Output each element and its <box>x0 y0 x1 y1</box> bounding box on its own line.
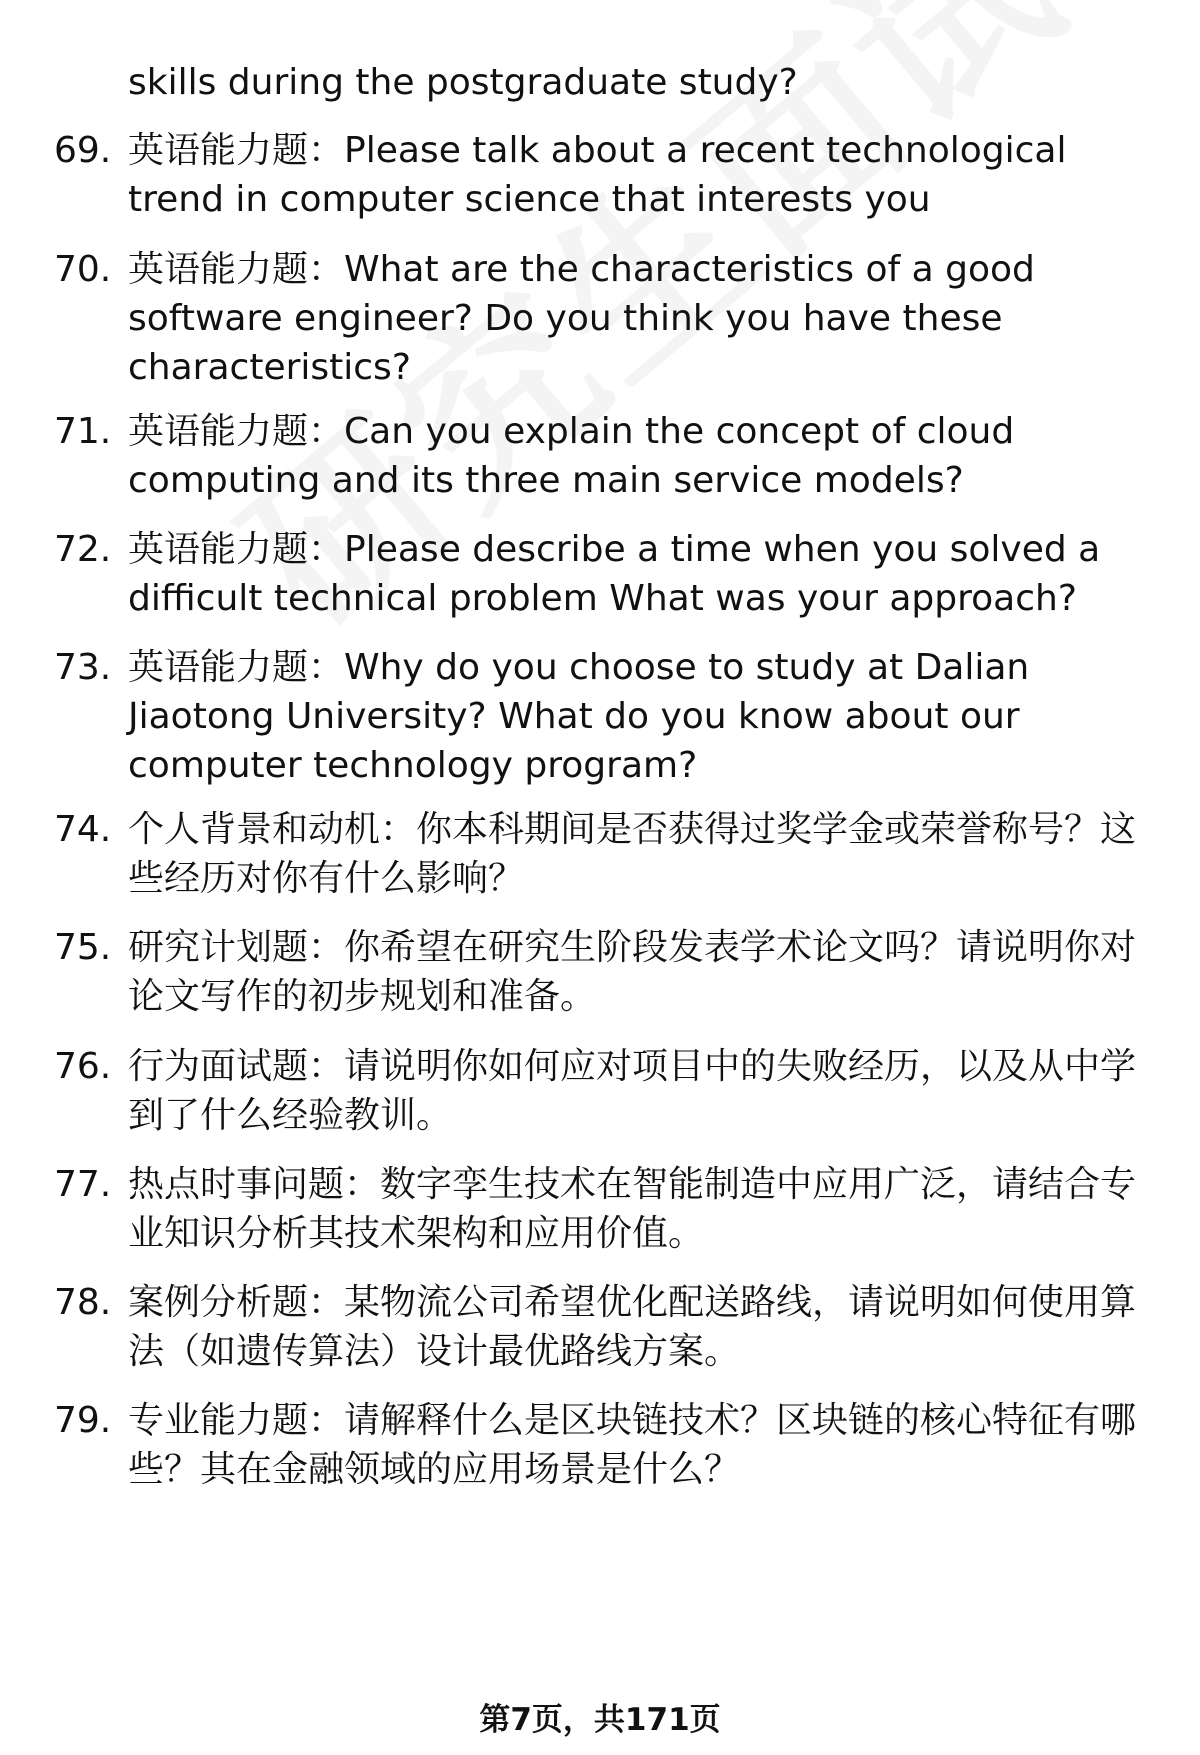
continued-question-text: skills during the postgraduate study? <box>128 62 798 103</box>
question-category: 英语能力题： <box>128 249 345 290</box>
question-text: 请解释什么是区块链技术？区块链的核心特征有哪些？其在金融领域的应用场景是什么？ <box>128 1400 1137 1490</box>
question-text: 请说明你如何应对项目中的失败经历，以及从中学到了什么经验教训。 <box>128 1046 1137 1136</box>
question-number: 79. <box>54 1400 112 1441</box>
question-text: 数字孪生技术在智能制造中应用广泛，请结合专业知识分析其技术架构和应用价值。 <box>128 1164 1137 1254</box>
question-item-72 <box>54 525 1146 623</box>
question-text: 你希望在研究生阶段发表学术论文吗？请说明你对论文写作的初步规划和准备。 <box>128 927 1137 1017</box>
question-number: 69. <box>54 130 112 171</box>
question-number: 71. <box>54 411 112 452</box>
question-category: 英语能力题： <box>128 130 345 171</box>
question-number: 78. <box>54 1282 112 1323</box>
question-number: 76. <box>54 1046 112 1087</box>
question-item-71 <box>54 407 1146 505</box>
question-category: 专业能力题： <box>128 1400 345 1441</box>
question-number: 74. <box>54 809 112 850</box>
question-text: 某物流公司希望优化配送路线，请说明如何使用算法（如遗传算法）设计最优路线方案。 <box>128 1282 1137 1372</box>
question-body <box>128 407 1146 505</box>
question-body <box>128 1396 1146 1494</box>
question-number: 72. <box>54 529 112 570</box>
question-category: 行为面试题： <box>128 1046 345 1087</box>
question-body <box>128 805 1146 903</box>
question-body <box>128 1278 1146 1376</box>
question-category: 个人背景和动机： <box>128 809 417 850</box>
question-body <box>128 525 1146 623</box>
question-item-74 <box>54 805 1146 903</box>
question-number: 73. <box>54 647 112 688</box>
question-number: 77. <box>54 1164 112 1205</box>
question-text: Why do you choose to study at Dalian Jiaotong University? What do you know about our computer technology program? <box>128 647 1030 786</box>
question-text: Can you explain the concept of cloud computing and its three main service models? <box>128 411 1015 501</box>
question-item-73 <box>54 643 1146 790</box>
question-category: 英语能力题： <box>128 529 345 570</box>
question-category: 英语能力题： <box>128 647 345 688</box>
question-text: Please describe a time when you solved a difficult technical problem What was your approach? <box>128 529 1101 619</box>
question-body <box>128 245 1146 392</box>
question-item-78 <box>54 1278 1146 1376</box>
question-body <box>128 923 1146 1021</box>
question-body <box>128 643 1146 790</box>
question-category: 案例分析题： <box>128 1282 345 1323</box>
question-text: 你本科期间是否获得过奖学金或荣誉称号？这些经历对你有什么影响？ <box>128 809 1137 899</box>
question-category: 英语能力题： <box>128 411 345 452</box>
question-body <box>128 1160 1146 1258</box>
question-item-77 <box>54 1160 1146 1258</box>
question-body <box>128 126 1146 224</box>
question-item-69 <box>54 126 1146 224</box>
question-body <box>128 1042 1146 1140</box>
page-number-footer: 第7页，共171页 <box>479 1702 721 1738</box>
question-category: 研究计划题： <box>128 927 345 968</box>
question-item-79 <box>54 1396 1146 1494</box>
question-category: 热点时事问题： <box>128 1164 381 1205</box>
question-text: What are the characteristics of a good software engineer? Do you think you have these characteristics? <box>128 249 1035 388</box>
question-item-75 <box>54 923 1146 1021</box>
question-item-76 <box>54 1042 1146 1140</box>
question-number: 75. <box>54 927 112 968</box>
question-item-70 <box>54 245 1146 392</box>
question-number: 70. <box>54 249 112 290</box>
question-text: Please talk about a recent technological trend in computer science that interests you <box>128 130 1067 220</box>
